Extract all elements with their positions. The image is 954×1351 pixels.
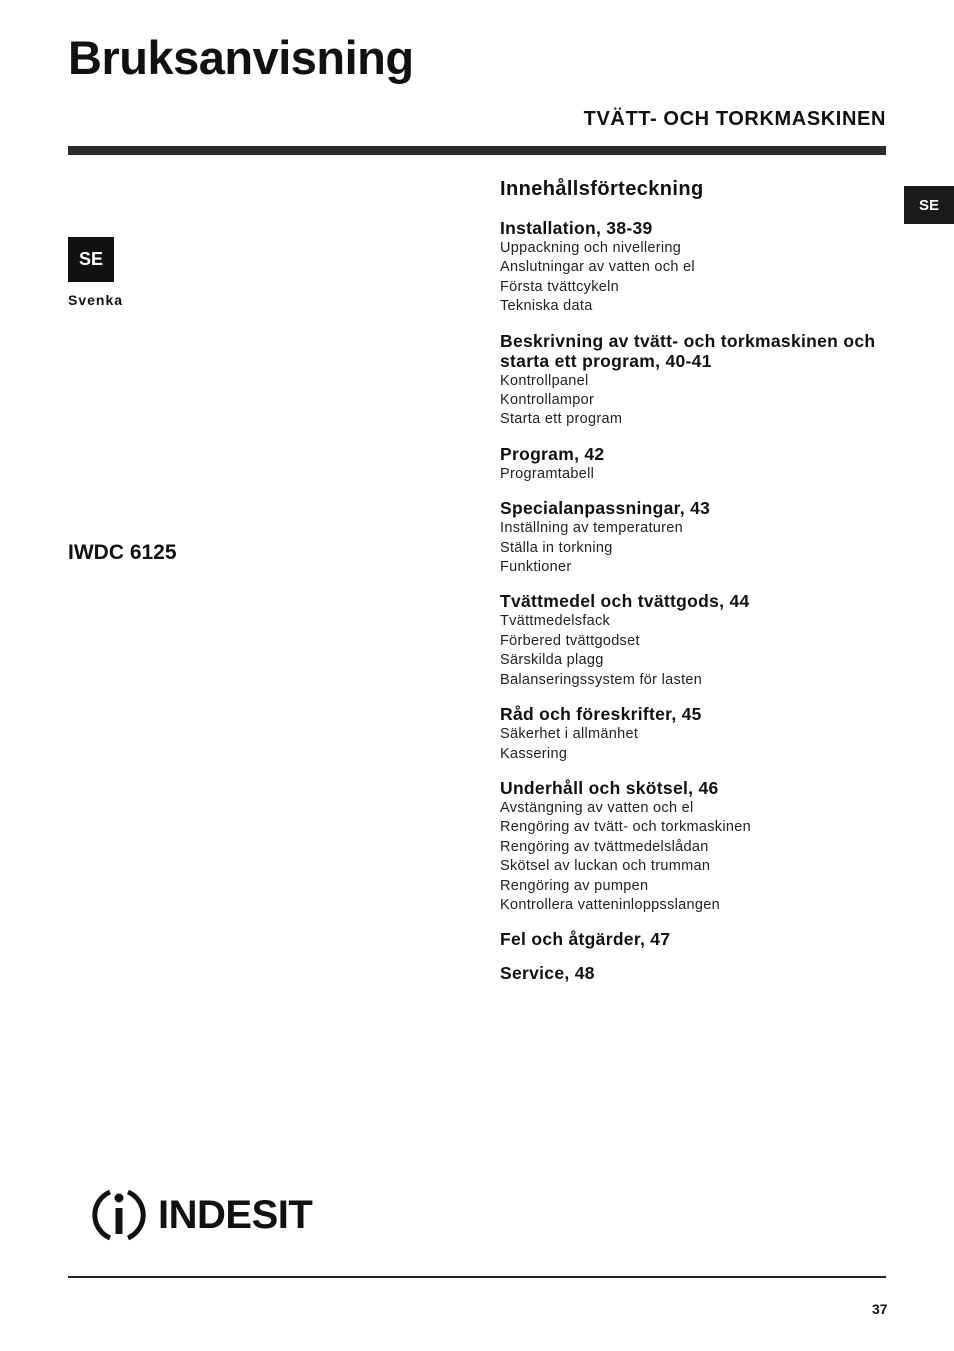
- toc-item: Kassering: [500, 745, 568, 762]
- language-side-tab: SE: [904, 186, 954, 224]
- toc-section-title: Beskrivning av tvätt- och torkmaskinen och starta ett program, 40-41: [500, 330, 876, 371]
- toc-item: Rengöring av pumpen: [500, 877, 649, 894]
- toc-item: Säkerhet i allmänhet: [500, 726, 639, 743]
- toc-heading: Innehållsförteckning: [500, 178, 704, 200]
- toc-item: Kontrollampor: [500, 392, 595, 409]
- toc-section: [500, 778, 910, 915]
- brand-name: INDESIT: [158, 1192, 313, 1237]
- toc-section: [500, 963, 910, 983]
- toc-section: [500, 218, 910, 317]
- toc-section: [500, 498, 910, 577]
- header-divider: [68, 146, 886, 155]
- toc-item: Förbered tvättgodset: [500, 632, 640, 649]
- toc-item: Rengöring av tvättmedelslådan: [500, 838, 709, 855]
- table-of-contents: [500, 176, 910, 997]
- language-badge: SE: [68, 237, 114, 282]
- toc-item: Tekniska data: [500, 298, 593, 315]
- toc-sections: [500, 218, 910, 983]
- indesit-logo-icon: [88, 1184, 150, 1246]
- toc-section-title: Råd och föreskrifter, 45: [500, 704, 702, 725]
- toc-section-title: Installation, 38-39: [500, 218, 653, 238]
- footer-divider: [68, 1276, 886, 1278]
- toc-item: Funktioner: [500, 559, 572, 576]
- toc-section-items: [500, 725, 910, 764]
- toc-item: Starta ett program: [500, 411, 623, 428]
- toc-section: [500, 929, 910, 949]
- brand-logo: [88, 1184, 312, 1246]
- page-number: 37: [872, 1301, 888, 1317]
- toc-item: Uppackning och nivellering: [500, 240, 682, 256]
- toc-section: [500, 444, 910, 484]
- toc-item: Balanseringssystem för lasten: [500, 671, 703, 688]
- toc-section-items: [500, 799, 910, 915]
- toc-section: [500, 591, 910, 690]
- toc-item: Första tvättcykeln: [500, 278, 620, 295]
- toc-section: [500, 331, 910, 430]
- toc-section-items: [500, 239, 910, 317]
- toc-section: [500, 704, 910, 764]
- toc-section-items: [500, 612, 910, 690]
- toc-item: Inställning av temperaturen: [500, 520, 684, 537]
- language-name: Svenka: [68, 292, 124, 308]
- toc-item: Ställa in torkning: [500, 539, 613, 556]
- toc-section-title: Service, 48: [500, 963, 595, 984]
- toc-item: Kontrollera vatteninloppsslangen: [500, 896, 720, 913]
- toc-section-title: Tvättmedel och tvättgods, 44: [500, 591, 750, 612]
- toc-section-items: [500, 519, 910, 577]
- toc-section-items: [500, 372, 910, 430]
- toc-section-items: [500, 465, 910, 484]
- toc-item: Rengöring av tvätt- och torkmaskinen: [500, 819, 751, 836]
- toc-item: Anslutningar av vatten och el: [500, 259, 695, 276]
- toc-item: Särskilda plagg: [500, 652, 604, 669]
- document-title: Bruksanvisning: [68, 31, 414, 84]
- toc-section-title: Fel och åtgärder, 47: [500, 929, 671, 950]
- toc-item: Kontrollpanel: [500, 372, 589, 389]
- toc-item: Skötsel av luckan och trumman: [500, 858, 711, 875]
- toc-item: Tvättmedelsfack: [500, 613, 611, 630]
- toc-item: Programtabell: [500, 465, 595, 482]
- model-number: IWDC 6125: [68, 541, 177, 564]
- product-subtitle: TVÄTT- OCH TORKMASKINEN: [583, 108, 886, 130]
- toc-item: Avstängning av vatten och el: [500, 799, 694, 816]
- toc-section-title: Program, 42: [500, 443, 605, 464]
- toc-section-title: Specialanpassningar, 43: [500, 498, 711, 519]
- toc-section-title: Underhåll och skötsel, 46: [500, 777, 719, 798]
